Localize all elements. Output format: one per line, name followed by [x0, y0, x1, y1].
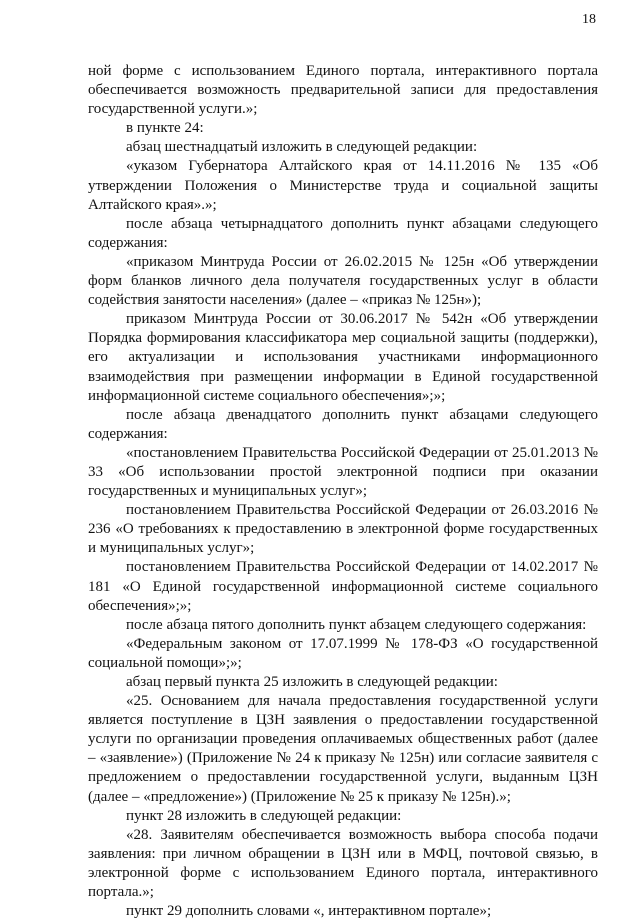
paragraph: после абзаца двенадцатого дополнить пункт абзацами следующего содержания: — [88, 406, 598, 442]
paragraph: постановлением Правительства Российской Федерации от 14.02.2017 № 181 «О Единой государственной информационной системе социального обеспечения»;»; — [88, 559, 598, 614]
paragraph: «приказом Минтруда России от 26.02.2015 № 125н «Об утверждении форм бланков личного дела получателя государственных услуг в области содействия занятости населения» (далее – «приказ № 125н»); — [88, 253, 598, 309]
paragraph: абзац первый пункта 25 изложить в следующей редакции: — [126, 674, 498, 690]
paragraph: в пункте 24: — [126, 120, 204, 137]
paragraph: после абзаца четырнадцатого дополнить пункт абзацами следующего содержания: — [88, 215, 598, 251]
paragraph: «25. Основанием для начала предоставления государственной услуги является поступление в ЦЗН заявления о предоставлении государственной услуги по организации проведения оплачиваемых общественных работ (далее – «заявление») (Приложение № 24 к приказу № 125н) или согласие заявителя с предложением о предоставлении государственной услуги, выданным ЦЗН (далее – «предложение») (Приложение № 25 к приказу № 125н).»; — [88, 693, 598, 805]
paragraph: абзац шестнадцатый изложить в следующей редакции: — [126, 139, 478, 156]
paragraph: приказом Минтруда России от 30.06.2017 № 542н «Об утверждении Порядка формирования классификатора мер социальной защиты (поддержки), его актуализации и использования участниками информационного взаимодействия при размещении информации в Единой государственной информационной системе социального обеспечения»;»; — [88, 311, 598, 404]
paragraph: ной форме с использованием Единого портала, интерактивного портала обеспечивается возможность предварительной записи для предоставления государственной услуги.»; — [88, 63, 598, 118]
paragraph: «28. Заявителям обеспечивается возможность выбора способа подачи заявления: при личном обращении в ЦЗН или в МФЦ, почтовой связью, в электронной форме с использованием Единого портала, интерактивного портала.»; — [88, 826, 598, 901]
paragraph: «Федеральным законом от 17.07.1999 № 178-ФЗ «О государственной социальной помощи»;»; — [88, 635, 598, 671]
document-body — [88, 62, 598, 921]
paragraph: после абзаца пятого дополнить пункт абзацем следующего содержания: — [126, 616, 587, 633]
paragraph: пункт 29 дополнить словами «, интерактивном портале»; — [126, 903, 492, 920]
page-number: 18 — [582, 12, 596, 27]
paragraph: «постановлением Правительства Российской Федерации от 25.01.2013 № 33 «Об использовании простой электронной подписи при оказании государственных и муниципальных услуг»; — [88, 444, 598, 500]
paragraph: постановлением Правительства Российской Федерации от 26.03.2016 № 236 «О требованиях к предоставлению в электронной форме государственных и муниципальных услуг»; — [88, 502, 598, 557]
paragraph: «указом Губернатора Алтайского края от 14.11.2016 № 135 «Об утверждении Положения о Министерстве труда и социальной защиты Алтайского края».»; — [88, 158, 598, 213]
paragraph: пункт 28 изложить в следующей редакции: — [126, 807, 402, 824]
